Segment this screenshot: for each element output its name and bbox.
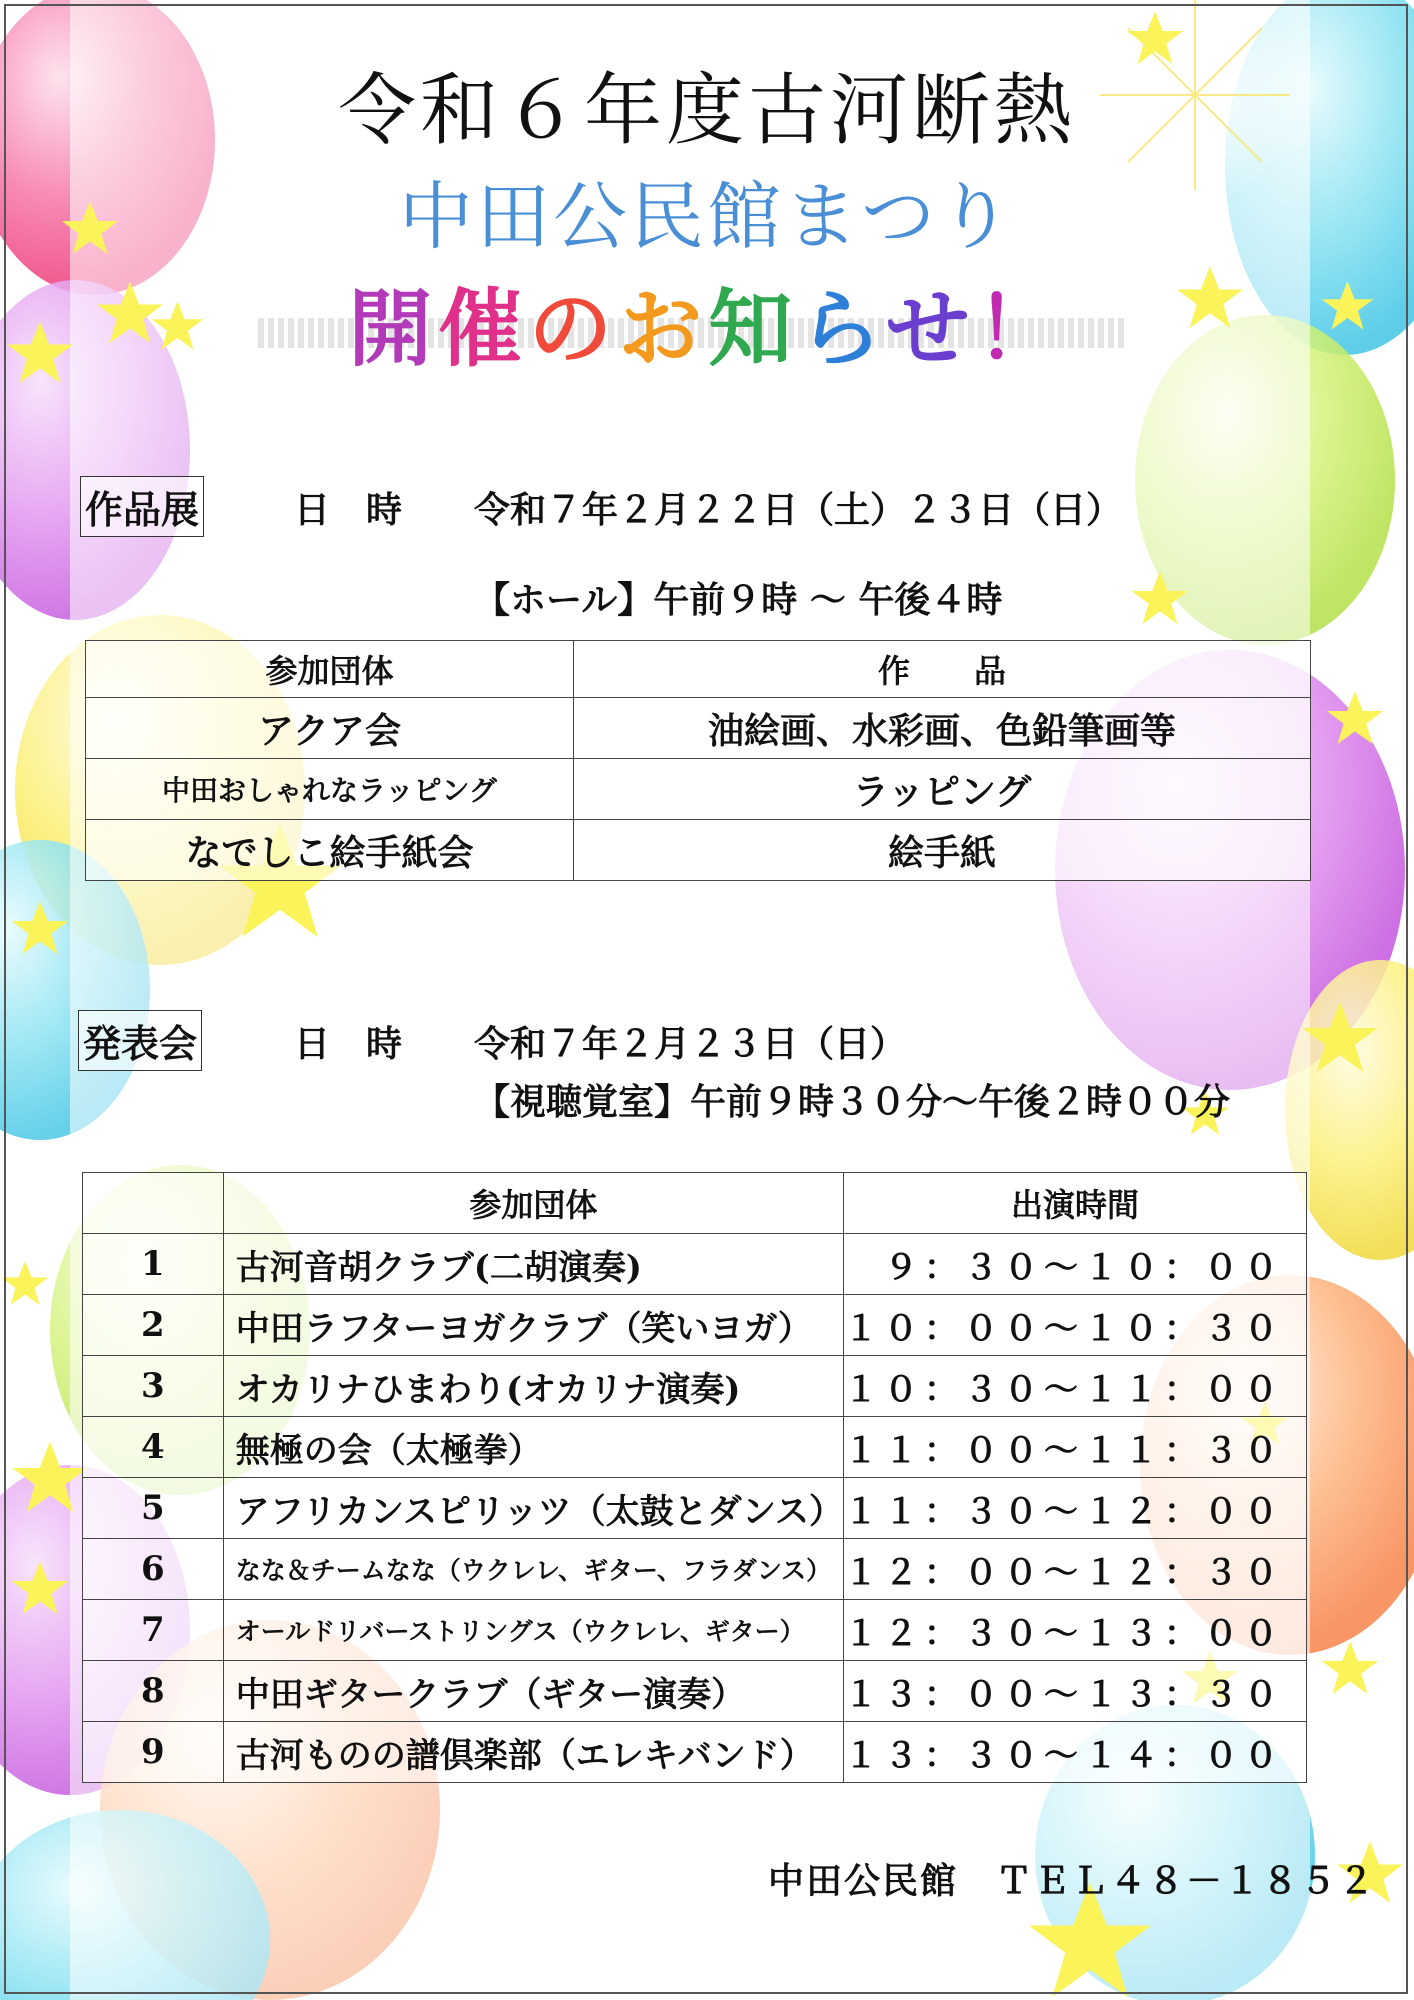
performance-number: 1: [83, 1234, 224, 1295]
column-header-works: 作 品: [574, 641, 1311, 698]
performance-number: 6: [83, 1539, 224, 1600]
announcement-title: [0, 262, 1414, 383]
table-row: [83, 1539, 1307, 1600]
column-header-time: 出演時間: [844, 1173, 1307, 1234]
performance-date-label: 日 時: [294, 1023, 403, 1065]
group-name: なでしこ絵手紙会: [86, 820, 574, 881]
performance-number: 7: [83, 1600, 224, 1661]
performance-table: [82, 1172, 1307, 1783]
announcement-title-char: お: [618, 280, 709, 378]
table-row: [83, 1600, 1307, 1661]
organizer-name: 中田公民館: [768, 1861, 959, 1902]
group-name: 無極の会（太極拳）: [223, 1417, 843, 1478]
performance-time: １３：００～１３：３０: [844, 1661, 1307, 1722]
group-name: オールドリバーストリングス（ウクレレ、ギター）: [223, 1600, 843, 1661]
column-header-group: 参加団体: [223, 1173, 843, 1234]
table-header-row: [83, 1173, 1307, 1234]
event-organizer-title: 令和６年度古河断熱: [337, 66, 1076, 156]
announcement-title-char: 催: [438, 280, 529, 378]
table-row: [83, 1295, 1307, 1356]
performance-time: １１：００～１１：３０: [844, 1417, 1307, 1478]
exhibition-venue-time: 【ホール】午前９時 ～ 午後４時: [474, 579, 1003, 621]
event-name-title: 中田公民館まつり: [399, 174, 1015, 260]
exhibition-date-label: 日 時: [294, 489, 403, 531]
announcement-title-char: ら: [798, 280, 886, 378]
group-name: 中田おしゃれなラッピング: [86, 759, 574, 820]
works-description: 絵手紙: [574, 820, 1311, 881]
performance-time: １２：００～１２：３０: [844, 1539, 1307, 1600]
performance-number: 4: [83, 1417, 224, 1478]
performance-time: １０：３０～１１：００: [844, 1356, 1307, 1417]
performance-section-label: 発表会: [78, 1010, 202, 1071]
group-name: オカリナひまわり(オカリナ演奏): [223, 1356, 843, 1417]
table-row: [83, 1722, 1307, 1783]
performance-date: 令和７年２月２３日（日）: [474, 1023, 907, 1065]
table-row: [86, 820, 1311, 881]
performance-time: １２：３０～１３：００: [844, 1600, 1307, 1661]
group-name: 古河音胡クラブ(二胡演奏): [223, 1234, 843, 1295]
group-name: 中田ギタークラブ（ギター演奏）: [223, 1661, 843, 1722]
group-name: アフリカンスピリッツ（太鼓とダンス）: [223, 1478, 843, 1539]
announcement-title-char: 開: [348, 280, 439, 378]
performance-time: １１：３０～１２：００: [844, 1478, 1307, 1539]
works-description: ラッピング: [574, 759, 1311, 820]
performance-time: １０：００～１０：３０: [844, 1295, 1307, 1356]
table-row: [83, 1234, 1307, 1295]
group-name: なな＆チームなな（ウクレレ、ギター、フラダンス）: [223, 1539, 843, 1600]
performance-time: １３：３０～１４：００: [844, 1722, 1307, 1783]
announcement-title-char: 知: [708, 280, 799, 378]
table-row: [86, 698, 1311, 759]
performance-number: 5: [83, 1478, 224, 1539]
performance-time: ９：３０～１０：００: [844, 1234, 1307, 1295]
announcement-title-char: せ: [885, 280, 976, 378]
works-description: 油絵画、水彩画、色鉛筆画等: [574, 698, 1311, 759]
performance-venue-time: 【視聴覚室】午前９時３０分～午後２時００分: [474, 1081, 1231, 1123]
table-row: [83, 1661, 1307, 1722]
group-name: 古河ものの譜倶楽部（エレキバンド）: [223, 1722, 843, 1783]
column-header-number: [83, 1173, 224, 1234]
table-row: [83, 1478, 1307, 1539]
announcement-title-char: ！: [975, 280, 1066, 378]
exhibition-table: [85, 640, 1311, 881]
contact-info: [768, 1853, 1376, 1904]
performance-number: 3: [83, 1356, 224, 1417]
group-name: 中田ラフターヨガクラブ（笑いヨガ）: [223, 1295, 843, 1356]
table-header-row: [86, 641, 1311, 698]
exhibition-section-label: 作品展: [80, 476, 204, 537]
performance-number: 2: [83, 1295, 224, 1356]
performance-number: 9: [83, 1722, 224, 1783]
table-row: [86, 759, 1311, 820]
announcement-title-char: の: [528, 280, 619, 378]
group-name: アクア会: [86, 698, 574, 759]
exhibition-date: 令和７年２月２２日（土）２３日（日）: [474, 489, 1123, 531]
phone-number: ＴＥＬ４８－１８５２: [996, 1861, 1377, 1902]
performance-number: 8: [83, 1661, 224, 1722]
column-header-group: 参加団体: [86, 641, 574, 698]
table-row: [83, 1356, 1307, 1417]
table-row: [83, 1417, 1307, 1478]
